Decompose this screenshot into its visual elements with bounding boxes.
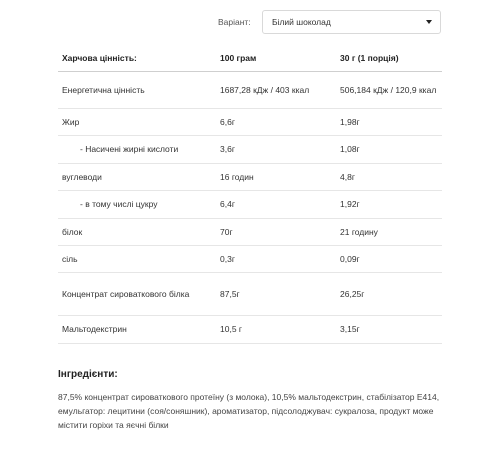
table-row [58,273,442,316]
per-100g-cell: 1687,28 кДж / 403 ккал [216,72,336,109]
nutrient-name-cell: Концентрат сироваткового білка [58,273,216,316]
per-100g-cell: 6,4г [216,191,336,219]
header-per-100g: 100 грам [216,45,336,72]
header-per-serving: 30 г (1 порція) [336,45,442,72]
nutrient-name-cell: Енергетична цінність [58,72,216,109]
per-100g-cell: 3,6г [216,136,336,164]
table-row [58,219,442,246]
nutrition-table-header [58,45,442,72]
per-serving-cell: 4,8г [336,164,442,191]
nutrient-name-cell: - в тому числі цукру [58,191,216,219]
variant-select[interactable] [262,10,441,34]
per-serving-cell: 26,25г [336,273,442,316]
table-row [58,109,442,136]
variant-selected-value: Білий шоколад [272,17,331,27]
nutrition-table [58,45,442,344]
nutrient-name-cell: сіль [58,246,216,273]
table-row [58,136,442,164]
per-serving-cell: 21 годину [336,219,442,246]
nutrient-name-cell: - Насичені жирні кислоти [58,136,216,164]
per-100g-cell: 87,5г [216,273,336,316]
per-100g-cell: 70г [216,219,336,246]
nutrient-name-cell: вуглеводи [58,164,216,191]
per-serving-cell: 1,92г [336,191,442,219]
ingredients-title: Інгредієнти: [58,369,118,380]
per-100g-cell: 0,3г [216,246,336,273]
table-row [58,164,442,191]
nutrient-name-cell: білок [58,219,216,246]
variant-label: Варіант: [218,17,251,27]
per-serving-cell: 506,184 кДж / 120,9 ккал [336,72,442,109]
table-row [58,191,442,219]
per-100g-cell: 6,6г [216,109,336,136]
per-100g-cell: 16 годин [216,164,336,191]
per-serving-cell: 0,09г [336,246,442,273]
chevron-down-icon [426,20,432,24]
nutrient-name-cell: Мальтодекстрин [58,316,216,344]
per-serving-cell: 1,98г [336,109,442,136]
per-serving-cell: 3,15г [336,316,442,344]
ingredients-text: 87,5% концентрат сироваткового протеїну (з молока), 10,5% мальтодекстрин, стабілізатор Е414, емульгатор: лецитини (соя/соняшник), ароматизатор, підсолоджувач: сукралоза, продукт може містити горіхи та яєчні білки [58,392,440,430]
table-row [58,72,442,109]
variant-selector-row [218,9,441,35]
header-nutrient: Харчова цінність: [58,45,216,72]
per-100g-cell: 10,5 г [216,316,336,344]
nutrient-name-cell: Жир [58,109,216,136]
table-row [58,316,442,344]
table-row [58,246,442,273]
per-serving-cell: 1,08г [336,136,442,164]
